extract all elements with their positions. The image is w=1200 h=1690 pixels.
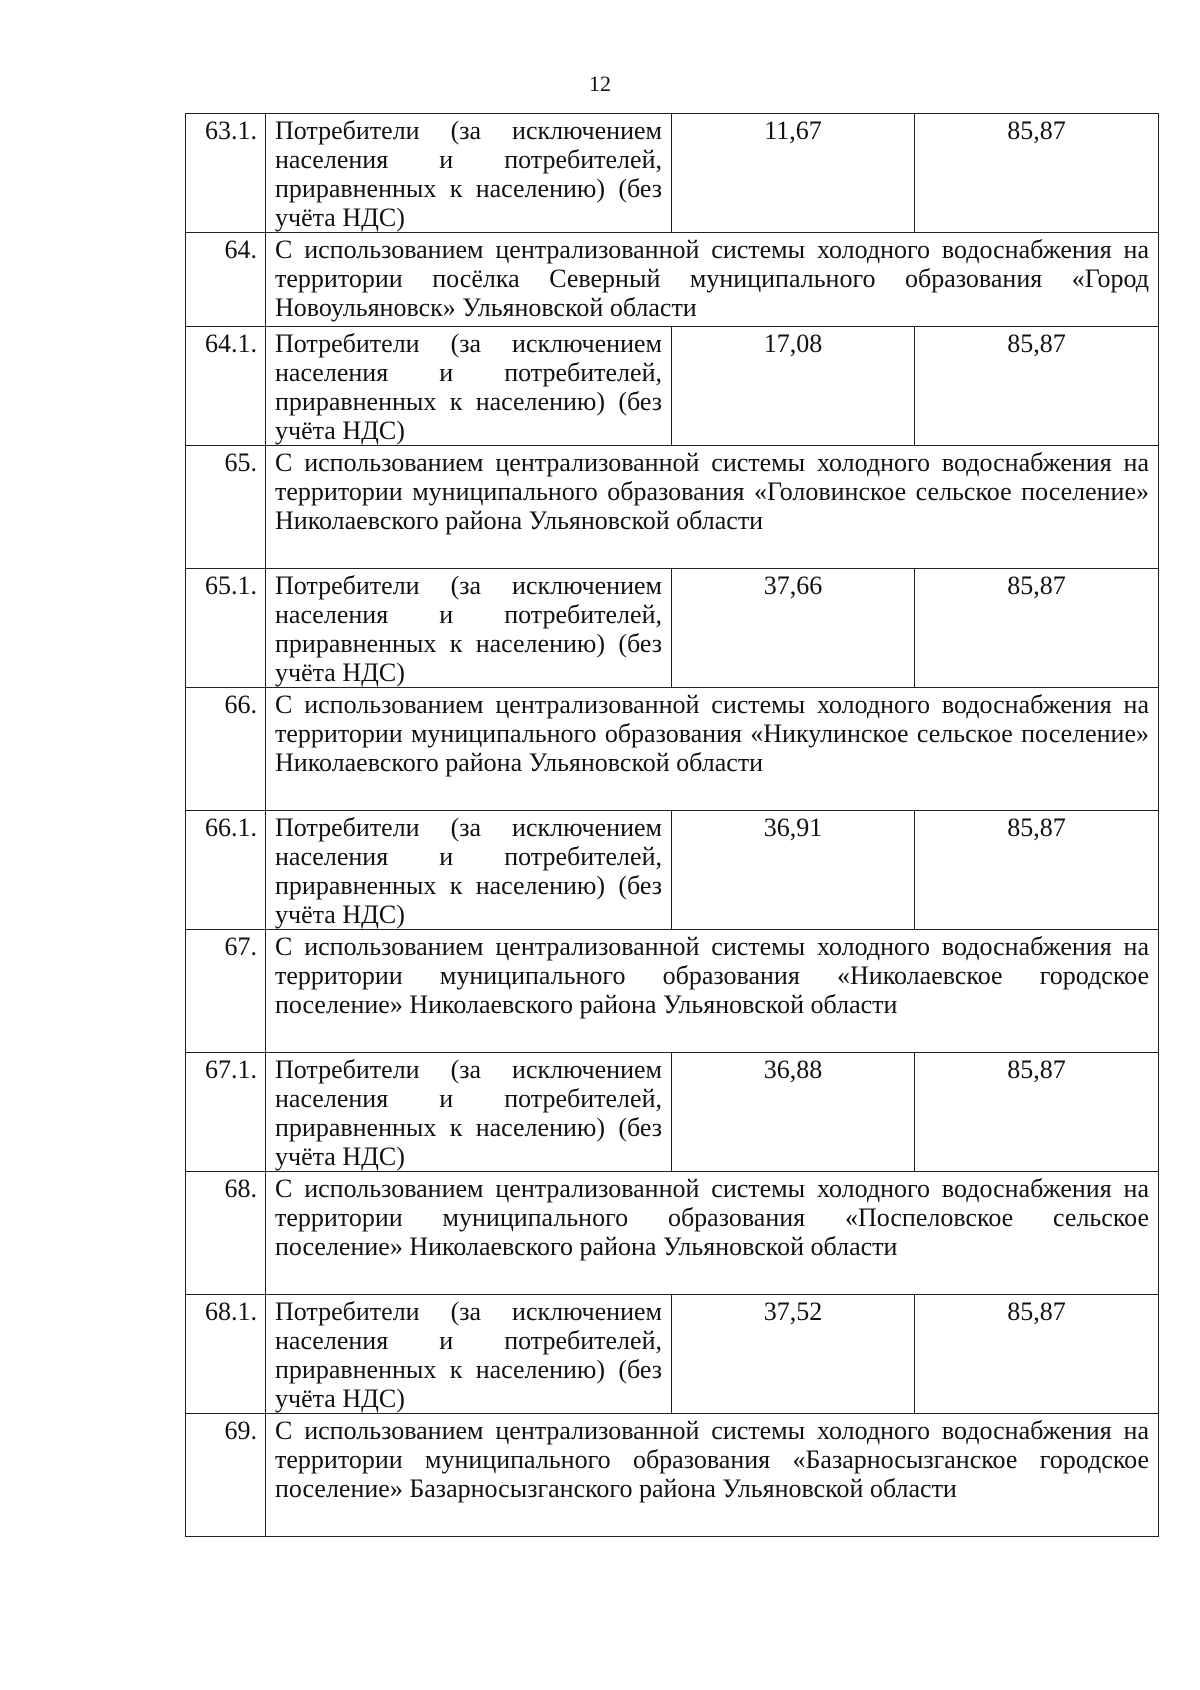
tariff-value-2: 85,87 <box>915 327 1159 446</box>
section-description: С использованием централизованной системы холодного водоснабжения на территории муниципального образования «Николаевское городское поселение» Николаевского района Ульяновской области <box>266 930 1159 1053</box>
tariff-value-2: 85,87 <box>915 569 1159 688</box>
table-row <box>186 688 1159 811</box>
tariff-value-2: 85,87 <box>915 114 1159 233</box>
row-number: 67. <box>186 930 266 1053</box>
table-row <box>186 327 1159 446</box>
row-number: 67.1. <box>186 1053 266 1172</box>
page-number: 12 <box>589 71 611 96</box>
tariff-value-1: 11,67 <box>672 114 915 233</box>
table-row <box>186 811 1159 930</box>
row-number: 65. <box>186 446 266 569</box>
consumer-category: Потребители (за исключением населения и потребителей, приравненных к населению) (без учёта НДС) <box>266 1053 672 1172</box>
table-row <box>186 446 1159 569</box>
row-number: 68. <box>186 1172 266 1295</box>
tariff-value-2: 85,87 <box>915 1295 1159 1414</box>
tariff-value-1: 37,52 <box>672 1295 915 1414</box>
section-description: С использованием централизованной системы холодного водоснабжения на территории муниципального образования «Базарносызганское городское поселение» Базарносызганского района Ульяновской области <box>266 1414 1159 1537</box>
row-number: 65.1. <box>186 569 266 688</box>
row-number: 66.1. <box>186 811 266 930</box>
table-row <box>186 233 1159 327</box>
table-row <box>186 569 1159 688</box>
section-description: С использованием централизованной системы холодного водоснабжения на территории посёлка Северный муниципального образования «Город Новоульяновск» Ульяновской области <box>266 233 1159 327</box>
tariff-table <box>185 113 1159 1537</box>
row-number: 64. <box>186 233 266 327</box>
table-row <box>186 1172 1159 1295</box>
tariff-value-2: 85,87 <box>915 811 1159 930</box>
consumer-category: Потребители (за исключением населения и потребителей, приравненных к населению) (без учёта НДС) <box>266 327 672 446</box>
table-row <box>186 114 1159 233</box>
row-number: 64.1. <box>186 327 266 446</box>
row-number: 69. <box>186 1414 266 1537</box>
tariff-value-1: 37,66 <box>672 569 915 688</box>
section-description: С использованием централизованной системы холодного водоснабжения на территории муниципального образования «Никулинское сельское поселение» Николаевского района Ульяновской области <box>266 688 1159 811</box>
tariff-value-1: 36,88 <box>672 1053 915 1172</box>
row-number: 66. <box>186 688 266 811</box>
tariff-value-1: 17,08 <box>672 327 915 446</box>
table-row <box>186 1414 1159 1537</box>
table-row <box>186 1295 1159 1414</box>
section-description: С использованием централизованной системы холодного водоснабжения на территории муниципального образования «Головинское сельское поселение» Николаевского района Ульяновской области <box>266 446 1159 569</box>
consumer-category: Потребители (за исключением населения и потребителей, приравненных к населению) (без учёта НДС) <box>266 811 672 930</box>
consumer-category: Потребители (за исключением населения и потребителей, приравненных к населению) (без учёта НДС) <box>266 569 672 688</box>
table-row <box>186 930 1159 1053</box>
consumer-category: Потребители (за исключением населения и потребителей, приравненных к населению) (без учёта НДС) <box>266 1295 672 1414</box>
row-number: 68.1. <box>186 1295 266 1414</box>
row-number: 63.1. <box>186 114 266 233</box>
tariff-value-2: 85,87 <box>915 1053 1159 1172</box>
tariff-value-1: 36,91 <box>672 811 915 930</box>
section-description: С использованием централизованной системы холодного водоснабжения на территории муниципального образования «Поспеловское сельское поселение» Николаевского района Ульяновской области <box>266 1172 1159 1295</box>
table-row <box>186 1053 1159 1172</box>
consumer-category: Потребители (за исключением населения и потребителей, приравненных к населению) (без учёта НДС) <box>266 114 672 233</box>
